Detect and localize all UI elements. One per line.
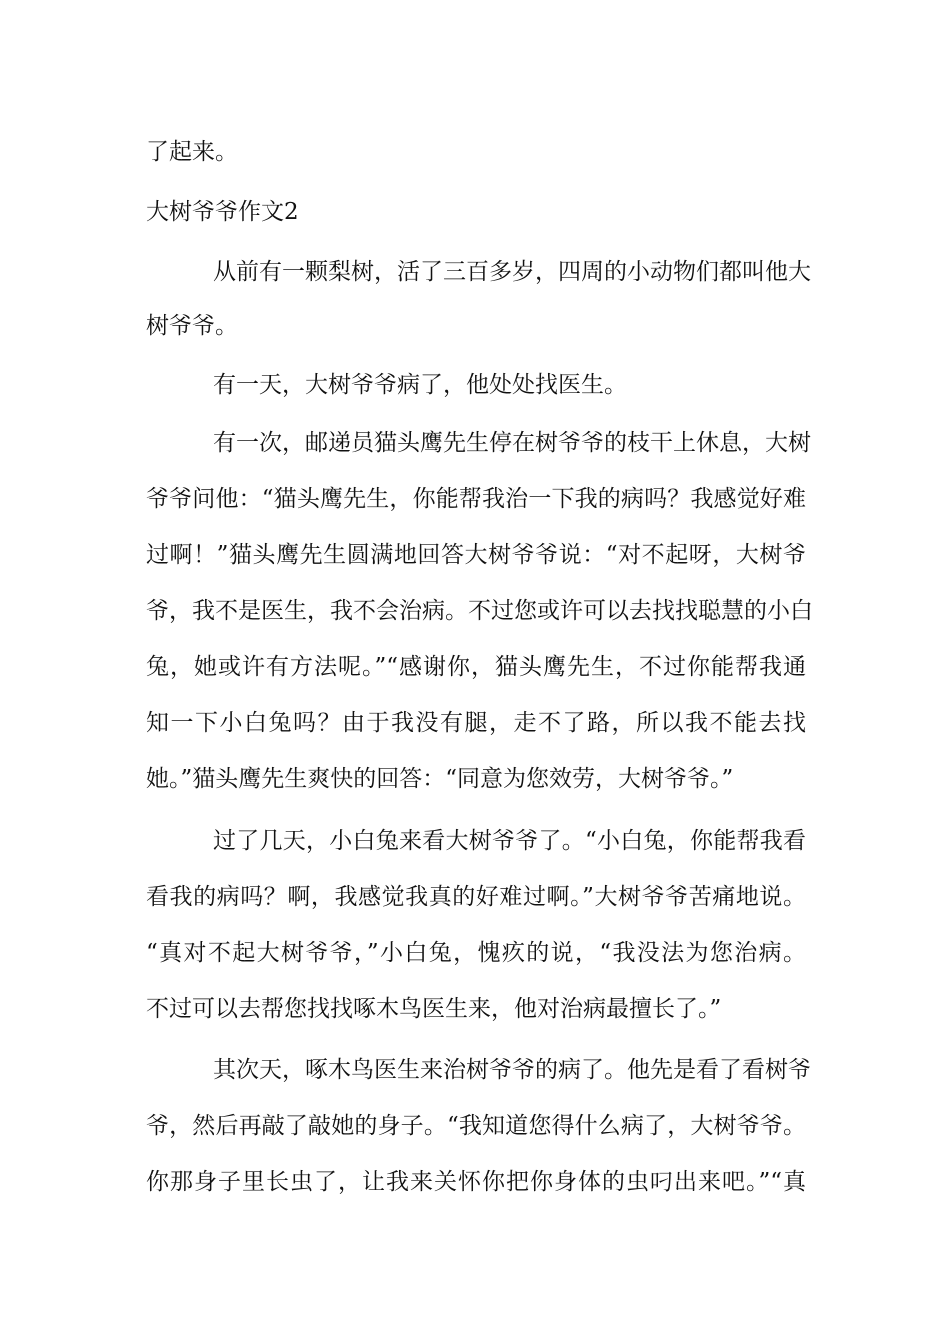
text-line: 知一下小白兔吗？由于我没有腿，走不了路，所以我不能去找 [146, 710, 806, 736]
text-line: 有一天，大树爷爷病了，他处处找医生。 [213, 372, 627, 398]
text-line: 看我的病吗？啊，我感觉我真的好难过啊。”大树爷爷苦痛地说。 [146, 884, 806, 910]
text-line: 你那身子里长虫了，让我来关怀你把你身体的虫叼出来吧。”“真 [146, 1169, 806, 1195]
text-line: 有一次，邮递员猫头鹰先生停在树爷爷的枝干上休息，大树 [213, 430, 811, 456]
text-line: 她。”猫头鹰先生爽快的回答：“同意为您效劳，大树爷爷。” [146, 766, 734, 792]
text-line: “真对不起大树爷爷，”小白兔，愧疚的说，“我没法为您治病。 [146, 940, 806, 966]
text-line: 了起来。 [146, 139, 238, 165]
text-line: 爷，我不是医生，我不会治病。不过您或许可以去找找聪慧的小白 [146, 598, 813, 624]
text-line: 过了几天，小白兔来看大树爷爷了。“小白兔，你能帮我看 [213, 828, 806, 854]
text-line: 树爷爷。 [146, 313, 238, 339]
section-heading: 大树爷爷作文2 [146, 199, 299, 225]
text-line: 爷，然后再敲了敲她的身子。“我知道您得什么病了，大树爷爷。 [146, 1113, 806, 1139]
text-line: 其次天，啄木鸟医生来治树爷爷的病了。他先是看了看树爷 [213, 1057, 811, 1083]
text-line: 从前有一颗梨树，活了三百多岁，四周的小动物们都叫他大 [213, 259, 811, 285]
text-line: 兔，她或许有方法呢。”“感谢你，猫头鹰先生，不过你能帮我通 [146, 654, 806, 680]
text-line: 过啊！”猫头鹰先生圆满地回答大树爷爷说：“对不起呀，大树爷 [146, 542, 806, 568]
text-line: 爷爷问他：“猫头鹰先生，你能帮我治一下我的病吗？我感觉好难 [146, 486, 806, 512]
text-line: 不过可以去帮您找找啄木鸟医生来，他对治病最擅长了。” [146, 996, 722, 1022]
